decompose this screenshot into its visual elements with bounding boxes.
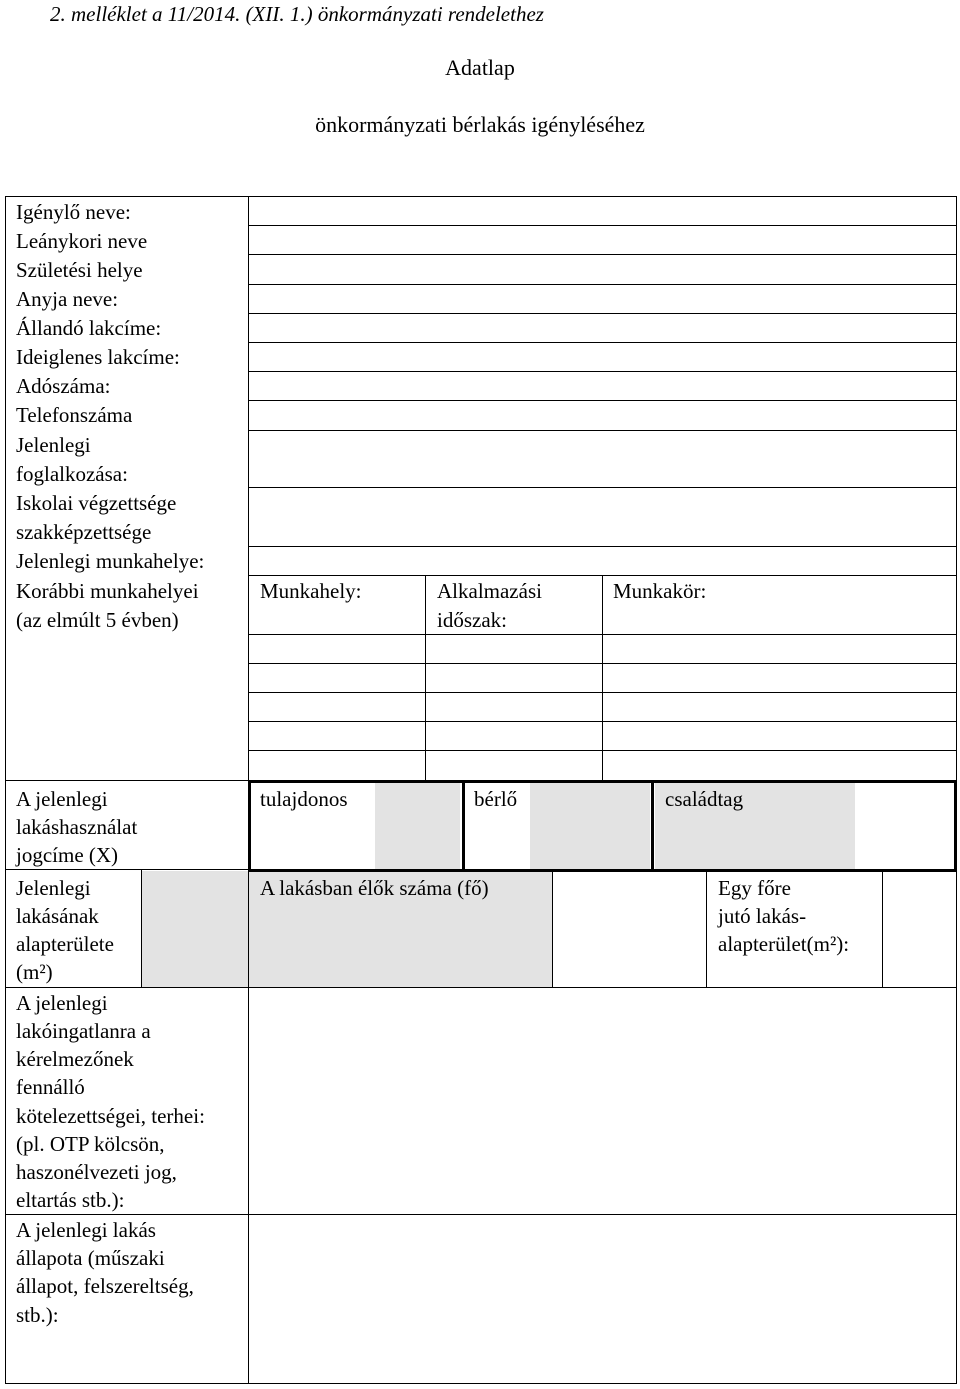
obligations-label-line8: eltartás stb.): xyxy=(16,1188,125,1212)
obligations-label-line1: A jelenlegi xyxy=(16,991,108,1015)
tax-number-label: Adószáma: xyxy=(16,374,111,398)
area-label-line1: Jelenlegi xyxy=(16,876,91,900)
obligations-label-line2: lakóingatlanra a xyxy=(16,1019,151,1043)
condition-field[interactable] xyxy=(249,1216,956,1382)
per-person-label-line2: jutó lakás- xyxy=(718,904,807,928)
tenure-label-line3: jogcíme (X) xyxy=(16,843,119,867)
tenure-family-label: családtag xyxy=(665,787,744,811)
area-label-line2: lakásának xyxy=(16,904,99,928)
birthplace-label: Születési helye xyxy=(16,258,143,282)
applicant-name-label: Igénylő neve: xyxy=(16,200,131,224)
tenure-label-line2: lakáshasználat xyxy=(16,815,138,839)
previous-jobs-label-line2: (az elmúlt 5 évben) xyxy=(16,608,179,632)
residents-label: A lakásban élők száma (fő) xyxy=(260,876,489,900)
previous-jobs-label-line1: Korábbi munkahelyei xyxy=(16,579,199,603)
temporary-address-label: Ideiglenes lakcíme: xyxy=(16,345,180,369)
condition-label-line2: állapota (műszaki xyxy=(16,1246,165,1270)
maiden-name-label: Leánykori neve xyxy=(16,229,148,253)
applicant-name-field[interactable] xyxy=(249,197,956,225)
occupation-label-line1: Jelenlegi xyxy=(16,433,91,457)
form-title: Adatlap xyxy=(445,55,515,80)
tenure-tenant-label: bérlő xyxy=(474,787,518,811)
obligations-label-line4: fennálló xyxy=(16,1075,85,1099)
period-column-header-line2: időszak: xyxy=(437,608,507,632)
obligations-label-line6: (pl. OTP kölcsön, xyxy=(16,1132,165,1156)
permanent-address-label: Állandó lakcíme: xyxy=(16,316,162,340)
tenure-options-frame xyxy=(248,780,957,872)
condition-label-line1: A jelenlegi lakás xyxy=(16,1218,156,1242)
area-label-line4: (m²) xyxy=(16,960,53,984)
mother-name-label: Anyja neve: xyxy=(16,287,119,311)
per-person-label-line3: alapterület(m²): xyxy=(718,932,850,956)
form-subtitle: önkormányzati bérlakás igényléséhez xyxy=(315,112,645,137)
position-column-header: Munkakör: xyxy=(613,579,707,603)
occupation-label-line2: foglalkozása: xyxy=(16,462,128,486)
condition-label-line3: állapot, felszereltség, xyxy=(16,1274,194,1298)
annex-reference: 2. melléklet a 11/2014. (XII. 1.) önkormányzati rendelethez xyxy=(50,2,544,26)
obligations-label-line7: haszonélvezeti jog, xyxy=(16,1160,177,1184)
area-label-line3: alapterülete xyxy=(16,932,114,956)
period-column-header-line1: Alkalmazási xyxy=(437,579,542,603)
tenure-label-line1: A jelenlegi xyxy=(16,787,108,811)
tenure-owner-label: tulajdonos xyxy=(260,787,348,811)
workplace-column-header: Munkahely: xyxy=(260,579,362,603)
qualification-label: szakképzettsége xyxy=(16,520,152,544)
obligations-field[interactable] xyxy=(249,989,956,1213)
per-person-label-line1: Egy főre xyxy=(718,876,791,900)
phone-label: Telefonszáma xyxy=(16,403,133,427)
current-workplace-label: Jelenlegi munkahelye: xyxy=(16,549,205,573)
condition-label-line4: stb.): xyxy=(16,1303,59,1327)
obligations-label-line5: kötelezettségei, terhei: xyxy=(16,1104,205,1128)
obligations-label-line3: kérelmezőnek xyxy=(16,1047,134,1071)
education-label: Iskolai végzettsége xyxy=(16,491,177,515)
